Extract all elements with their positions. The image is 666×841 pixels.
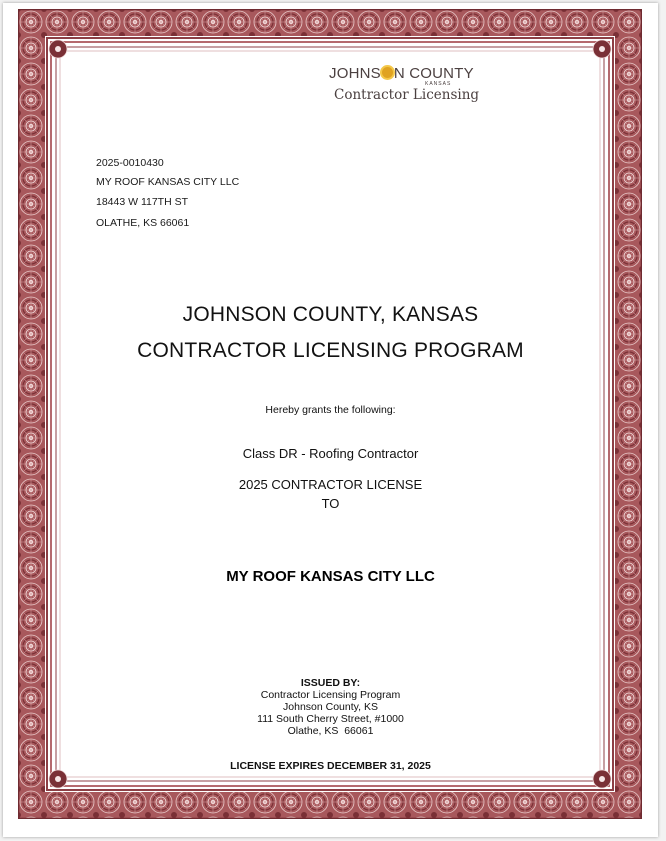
heading-county: JOHNSON COUNTY, KANSAS: [182, 303, 479, 326]
license-title: 2025 CONTRACTOR LICENSE: [238, 477, 423, 492]
license-to: TO: [321, 496, 340, 511]
license-expiry: LICENSE EXPIRES DECEMBER 31, 2025: [230, 760, 431, 772]
grant-intro: Hereby grants the following:: [265, 404, 396, 416]
certificate-page: [3, 3, 658, 837]
license-number: 2025-0010430: [96, 157, 164, 169]
recipient-company: MY ROOF KANSAS CITY LLC: [96, 176, 240, 188]
johnson-county-logo: JOHNS N COUNTY: [329, 65, 474, 82]
issuer-line-2: Johnson County, KS: [283, 701, 378, 713]
recipient-street: 18443 W 117TH ST: [96, 196, 189, 208]
issuer-line-1: Contractor Licensing Program: [260, 689, 401, 701]
license-class: Class DR - Roofing Contractor: [242, 446, 419, 461]
recipient-city: OLATHE, KS 66061: [96, 217, 190, 229]
issuer-line-4: Olathe, KS 66061: [287, 725, 374, 737]
sunflower-icon: [382, 67, 393, 78]
licensee-name: MY ROOF KANSAS CITY LLC: [226, 568, 435, 585]
issuer-line-3: 111 South Cherry Street, #1000: [257, 713, 404, 725]
issued-by-label: ISSUED BY:: [300, 677, 361, 689]
logo-state: KANSAS: [425, 81, 452, 87]
heading-program: CONTRACTOR LICENSING PROGRAM: [137, 339, 524, 362]
logo-subtitle: Contractor Licensing: [334, 87, 480, 103]
